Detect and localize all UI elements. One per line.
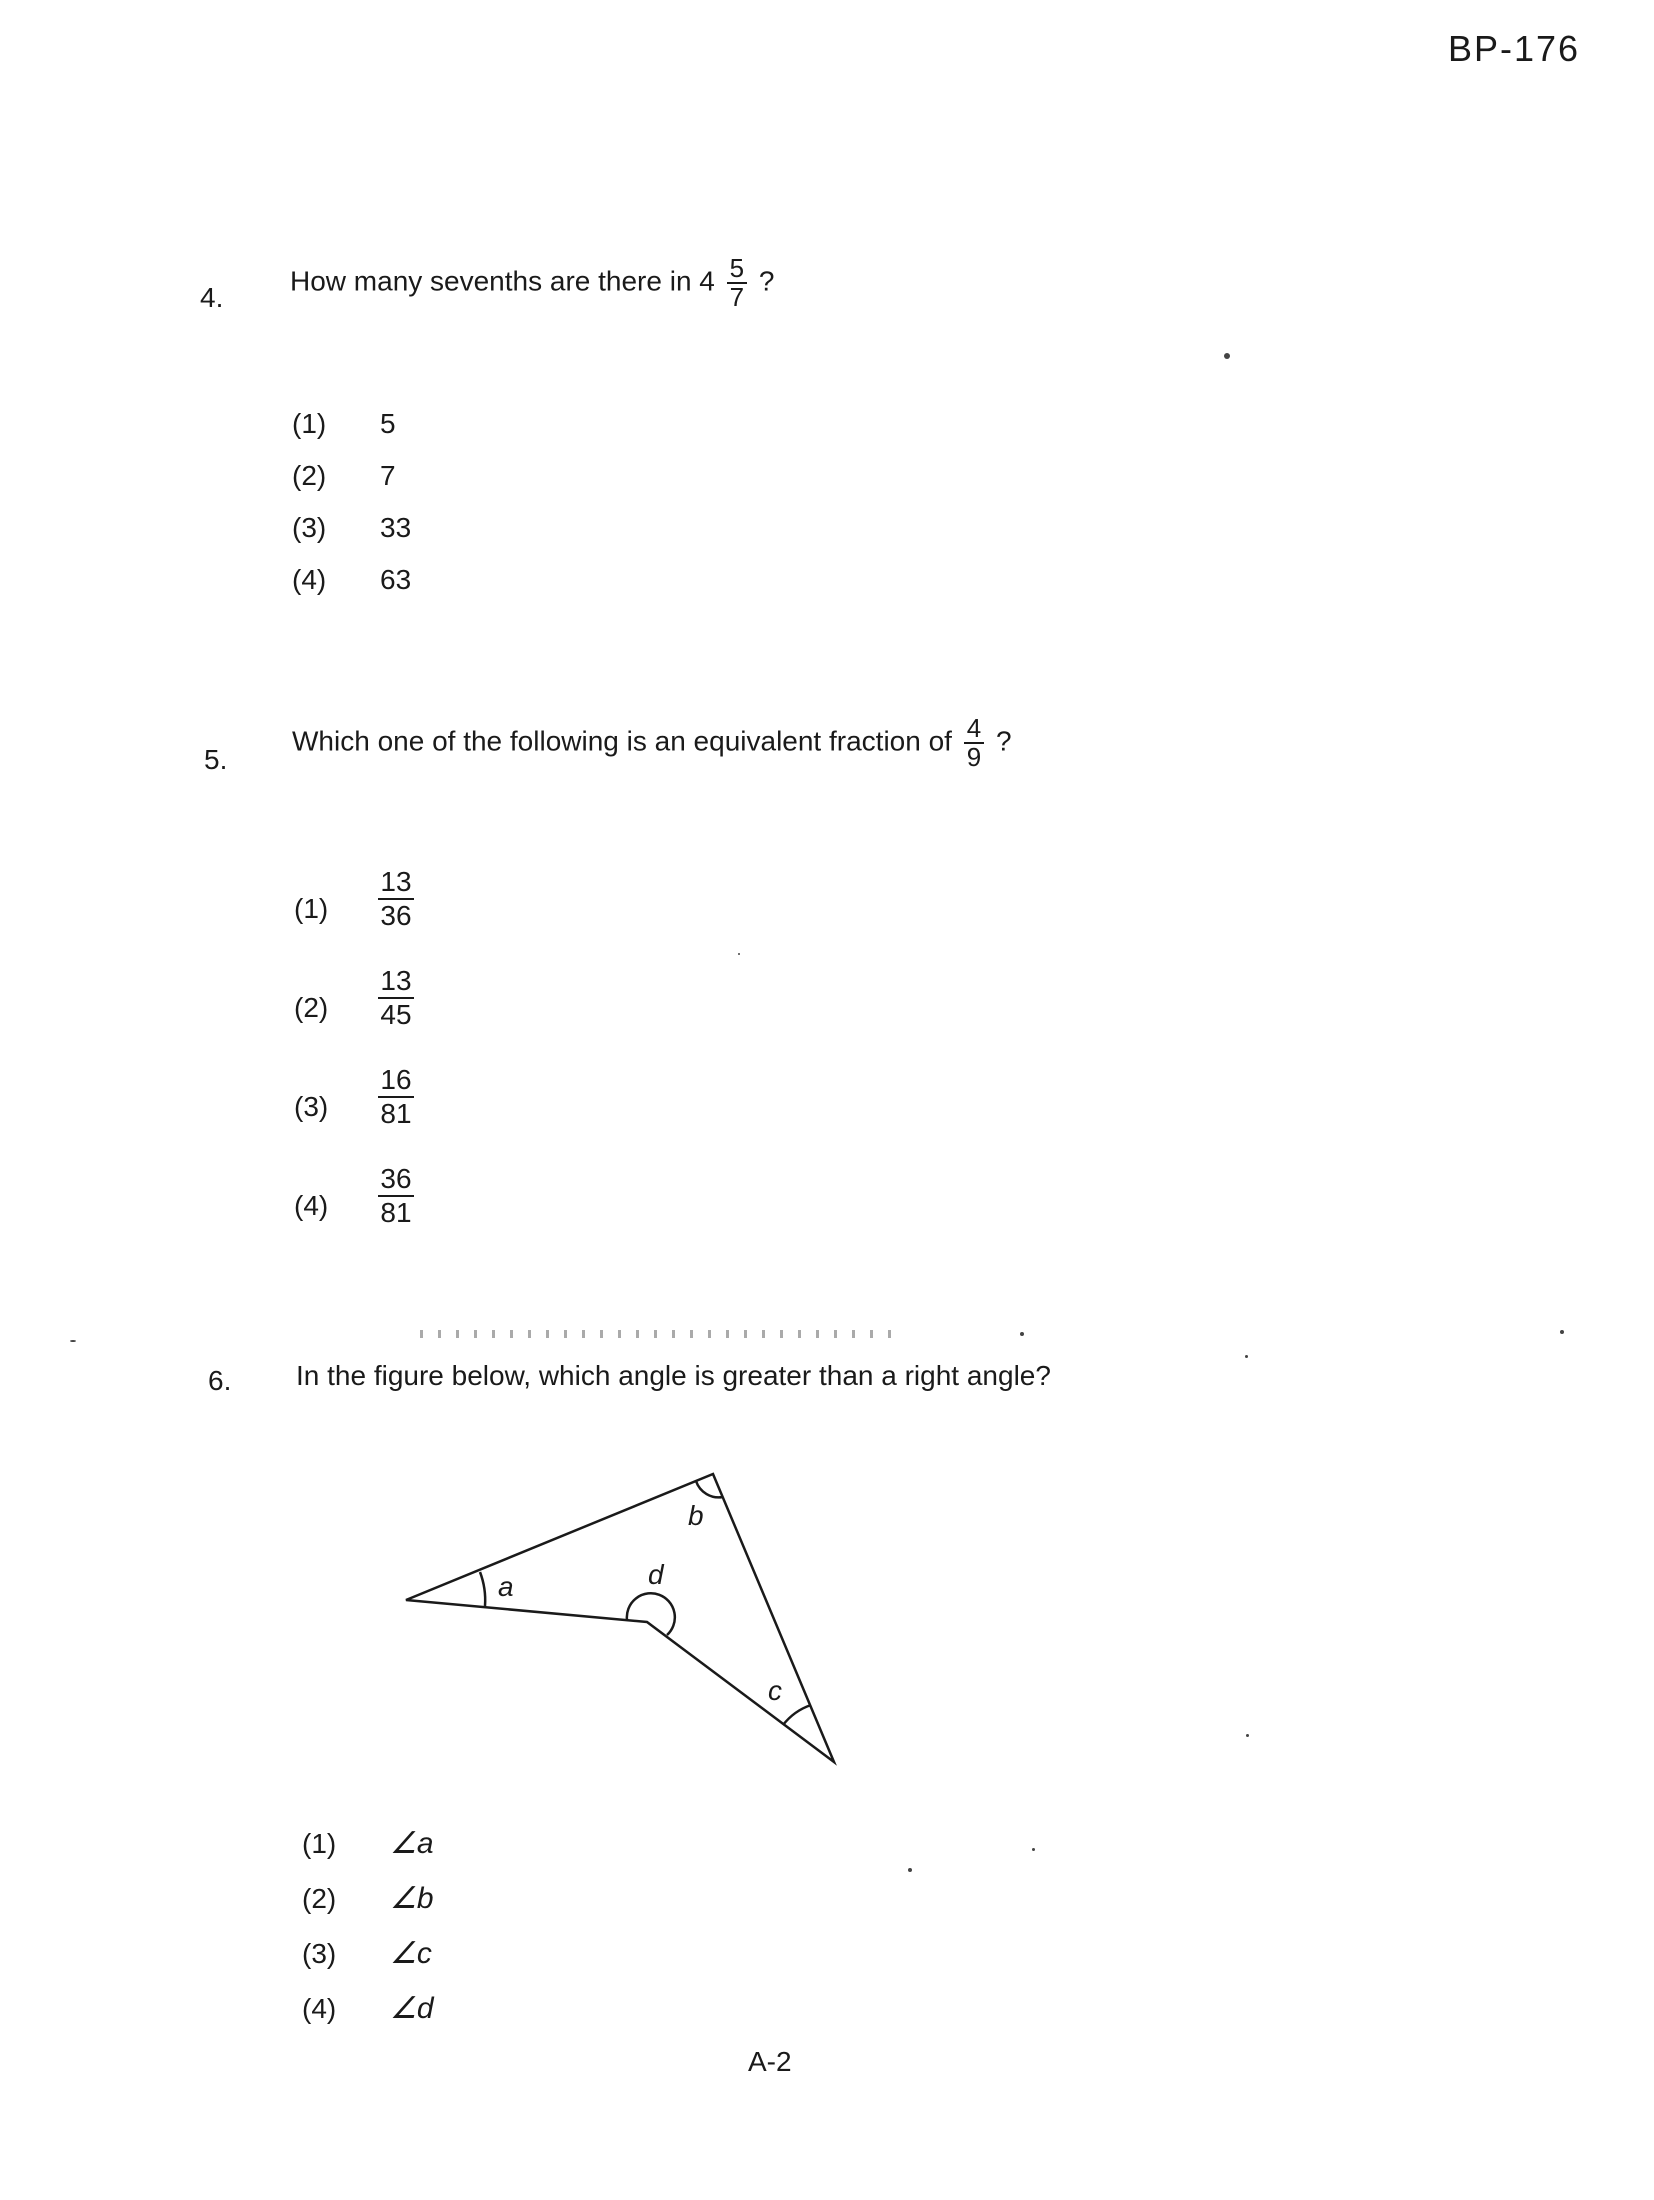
page-code: BP-176 — [1448, 28, 1581, 69]
page-number: A-2 — [748, 2046, 792, 2077]
angle-d-label: d — [648, 1559, 664, 1590]
q6-option-2-label: (2) — [302, 1883, 337, 1914]
q5-option-1-label: (1) — [294, 893, 329, 924]
angle-a-label: a — [498, 1571, 514, 1602]
question-5-stem: Which one of the following is an equivalent fraction of — [292, 725, 952, 757]
question-5-suffix: ? — [995, 725, 1012, 757]
scan-dotted-noise — [420, 1330, 900, 1338]
angle-c-arc — [783, 1705, 811, 1725]
scan-speck — [1245, 1355, 1248, 1358]
q5-option-2-label: (2) — [294, 992, 329, 1023]
q6-option-4-value: ∠d — [390, 1992, 434, 2025]
q6-option-3-value: ∠c — [390, 1937, 432, 1970]
q5-option-2-numerator: 13 — [380, 965, 412, 996]
q4-option-1-value: 5 — [380, 408, 396, 439]
q4-option-1-label: (1) — [292, 408, 327, 439]
angle-d-arc — [627, 1593, 675, 1635]
angle-a-arc — [480, 1572, 485, 1606]
q5-option-3-label: (3) — [294, 1091, 329, 1122]
q6-option-1-label: (1) — [302, 1828, 337, 1859]
q5-option-4-label: (4) — [294, 1190, 329, 1221]
scan-speck — [1020, 1332, 1024, 1336]
q4-option-4-value: 63 — [380, 564, 412, 595]
scan-speck — [908, 1868, 912, 1872]
q5-option-4-denominator: 81 — [378, 1195, 414, 1229]
question-4-fraction-denominator: 7 — [727, 282, 747, 311]
q5-option-1-denominator: 36 — [378, 898, 414, 932]
question-5-number: 5. — [204, 744, 228, 775]
q5-option-1-numerator: 13 — [380, 866, 412, 897]
q5-option-3-numerator: 16 — [380, 1064, 412, 1095]
question-5-fraction-numerator: 4 — [966, 713, 982, 743]
q4-option-2-value: 7 — [380, 460, 396, 491]
question-4-suffix: ? — [758, 265, 775, 297]
q5-option-2-denominator: 45 — [378, 997, 414, 1031]
q5-option-3-denominator: 81 — [378, 1096, 414, 1130]
angle-b-label: b — [688, 1500, 704, 1531]
q4-option-3-value: 33 — [380, 512, 412, 543]
scan-speck — [1560, 1330, 1564, 1334]
question-4-fraction-numerator: 5 — [729, 253, 745, 283]
q4-option-2-label: (2) — [292, 460, 327, 491]
scan-speck — [1246, 1734, 1249, 1737]
question-5-fraction-denominator: 9 — [964, 742, 984, 771]
q4-option-4-label: (4) — [292, 564, 327, 595]
q6-option-2-value: ∠b — [390, 1882, 434, 1915]
question-4-stem: How many sevenths are there in 4 — [290, 265, 715, 297]
scan-speck — [1032, 1848, 1035, 1851]
question-6-text: In the figure below, which angle is greater than a right angle? — [296, 1360, 1051, 1391]
question-4-number: 4. — [200, 282, 224, 313]
scan-speck — [738, 953, 740, 955]
q5-option-4-numerator: 36 — [380, 1163, 412, 1194]
q6-option-4-label: (4) — [302, 1993, 337, 2024]
q6-option-1-value: ∠a — [390, 1827, 434, 1860]
q6-option-3-label: (3) — [302, 1938, 337, 1969]
q4-option-3-label: (3) — [292, 512, 327, 543]
scan-speck — [70, 1340, 76, 1342]
figure-concave-quadrilateral — [406, 1474, 834, 1762]
angle-c-label: c — [768, 1675, 782, 1706]
scan-speck — [1224, 353, 1230, 359]
question-6-number: 6. — [208, 1365, 232, 1396]
